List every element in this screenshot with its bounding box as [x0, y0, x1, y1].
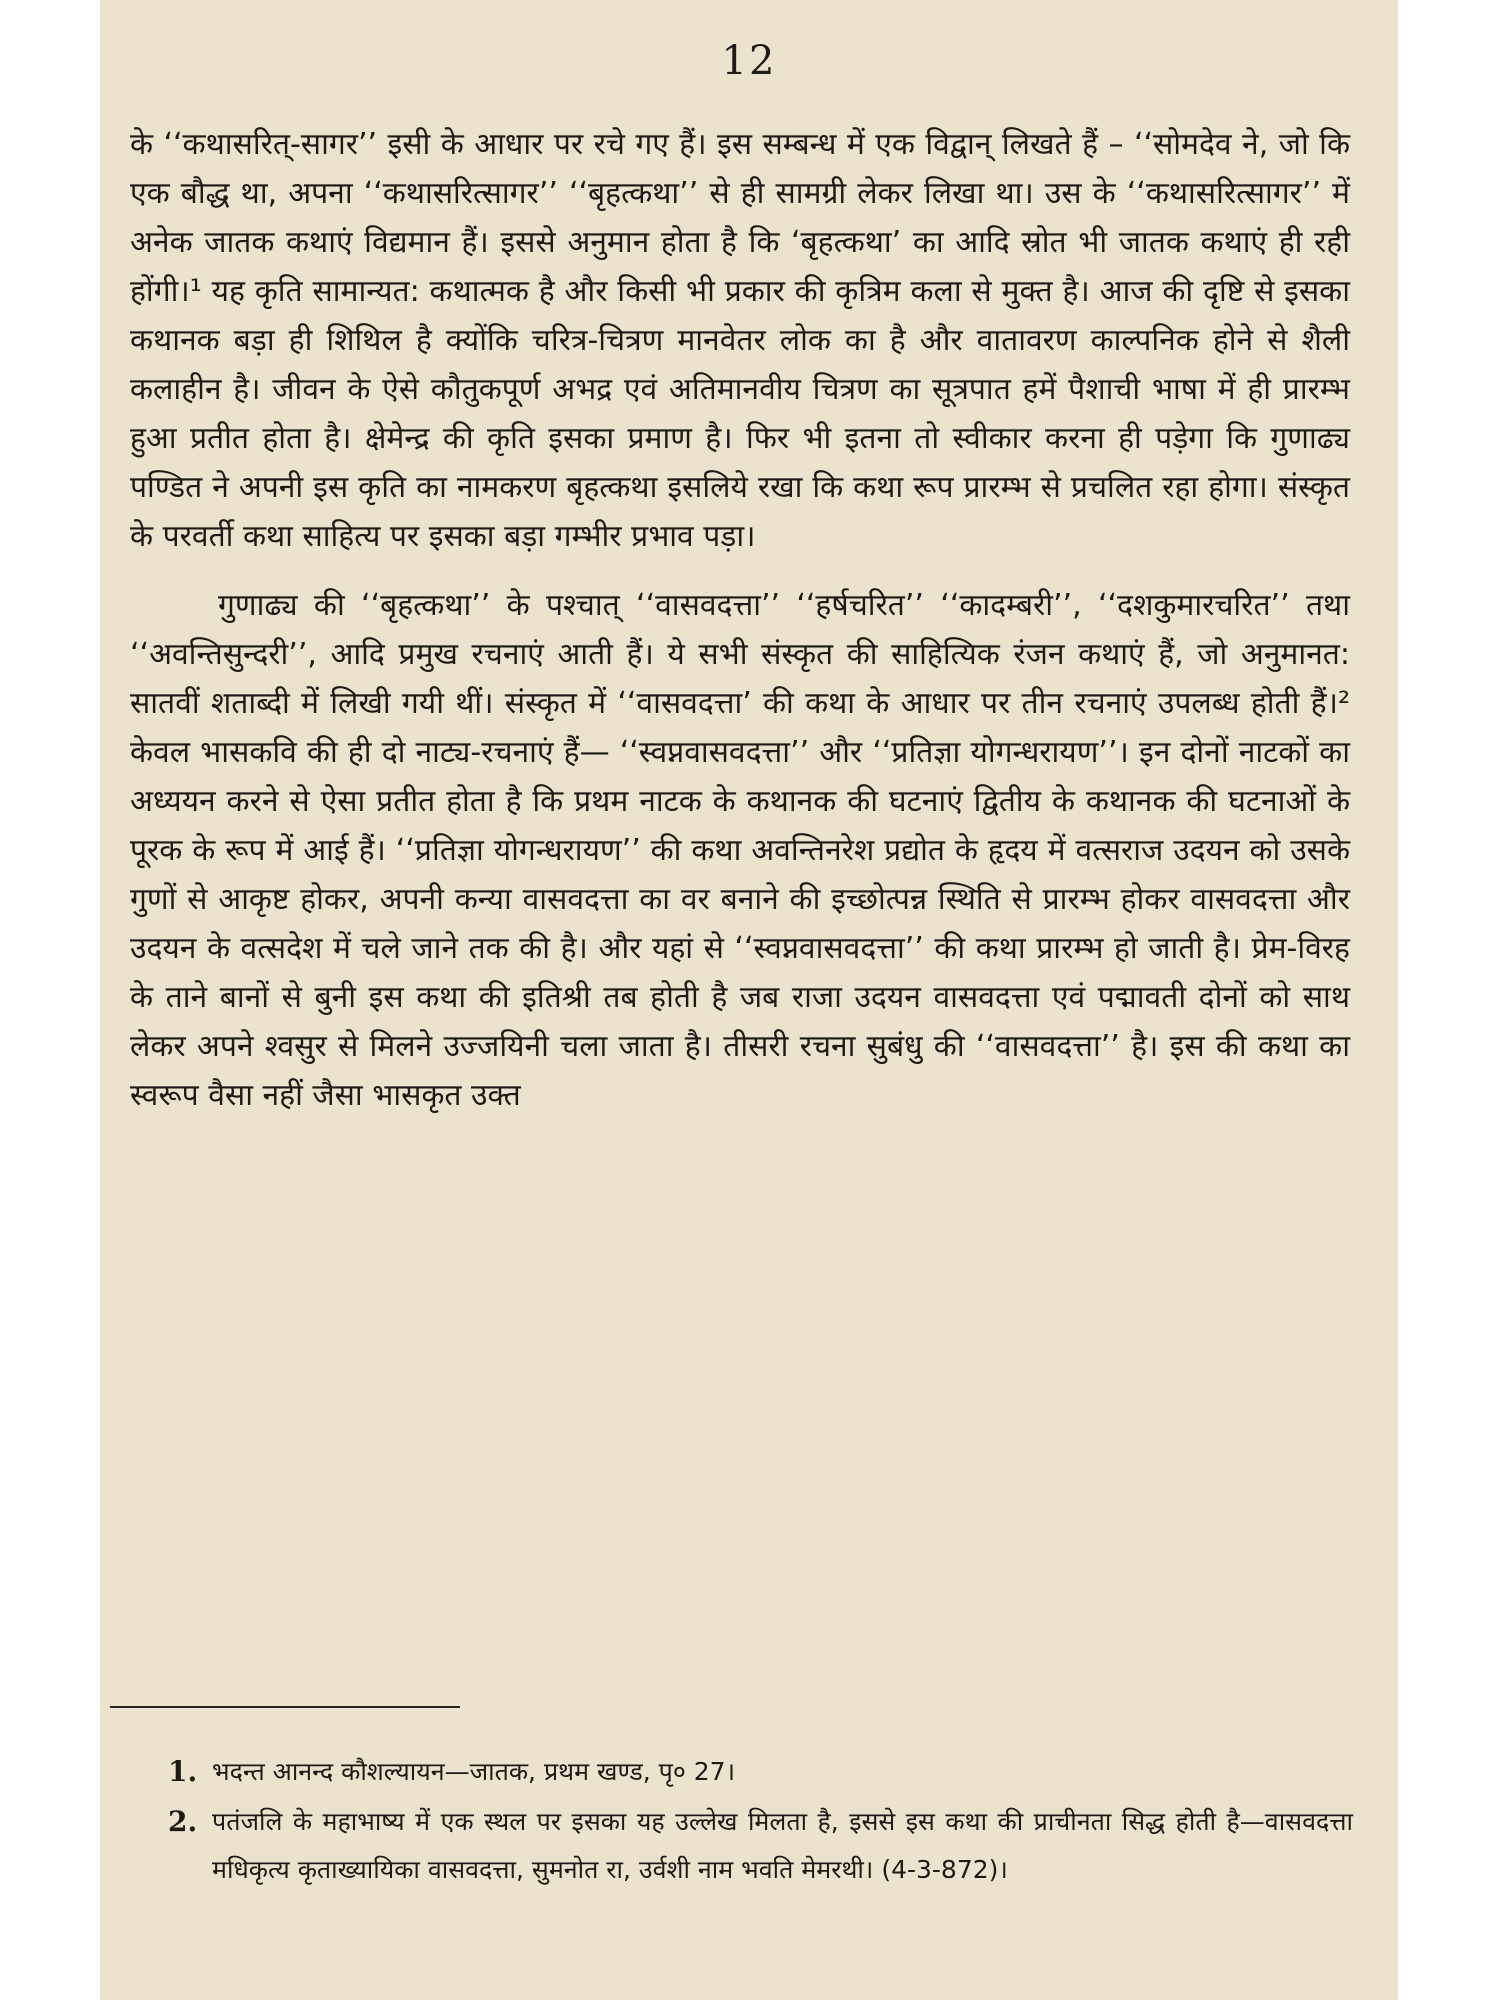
- paragraph-2: गुणाढ्य की ‘‘बृहत्कथा’’ के पश्चात् ‘‘वासवदत्ता’’ ‘‘हर्षचरित’’ ‘‘कादम्बरी’’, ‘‘दशकुमारचरित’’ तथा ‘‘अवन्तिसुन्दरी’’, आदि प्रमुख रचनाएं आती हैं। ये सभी संस्कृत की साहित्यिक रंजन कथाएं हैं, जो अनुमानत: सातवीं शताब्दी में लिखी गयी थीं। संस्कृत में ‘‘वासवदत्ता’ की कथा के आधार पर तीन रचनाएं उपलब्ध होती हैं।² केवल भासकवि की ही दो नाट्य-रचनाएं हैं— ‘‘स्वप्नवासवदत्ता’’ और ‘‘प्रतिज्ञा योगन्धरायण’’। इन दोनों नाटकों का अध्ययन करने से ऐसा प्रतीत होता है कि प्रथम नाटक के कथानक की घटनाएं द्वितीय के कथानक की घटनाओं के पूरक के रूप में आई हैं। ‘‘प्रतिज्ञा योगन्धरायण’’ की कथा अवन्तिनरेश प्रद्योत के हृदय में वत्सराज उदयन को उसके गुणों से आकृष्ट होकर, अपनी कन्या वासवदत्ता का वर बनाने की इच्छोत्पन्न स्थिति से प्रारम्भ होकर वासवदत्ता और उदयन के वत्सदेश में चले जाने तक की है। और यहां से ‘‘स्वप्नवासवदत्ता’’ की कथा प्रारम्भ हो जाती है। प्रेम-विरह के ताने बानों से बुनी इस कथा की इतिश्री तब होती है जब राजा उदयन वासवदत्ता एवं पद्मावती दोनों को साथ लेकर अपने श्वसुर से मिलने उज्जयिनी चला जाता है। तीसरी रचना सुबंधु की ‘‘वासवदत्ता’’ है। इस की कथा का स्वरूप वैसा नहीं जैसा भासकृत उक्त: [130, 588, 1350, 1113]
- footnote-1-text: भदन्त आनन्द कौशल्यायन—जातक, प्रथम खण्ड, पृ० 27।: [212, 1757, 736, 1786]
- page-number: 12: [721, 38, 777, 84]
- footnote-divider: [110, 1706, 460, 1708]
- footnote-2-number: 2.: [168, 1805, 198, 1838]
- main-text: [130, 120, 1350, 1120]
- footnote-2-text: पतंजलि के महाभाष्य में एक स्थल पर इसका यह उल्लेख मिलता है, इससे इस कथा की प्राचीनता सिद्ध होती है—वासवदत्ता मधिकृत्य कृताख्यायिका वासवदत्ता, सुमनोत रा, उर्वशी नाम भवति मेमरथी। (4-3-872)।: [212, 1807, 1353, 1884]
- footnote-1-number: 1.: [168, 1755, 198, 1788]
- footnotes: [168, 1748, 1353, 1896]
- footnote-1: [168, 1748, 1353, 1796]
- paragraph-1: के ‘‘कथासरित्-सागर’’ इसी के आधार पर रचे गए हैं। इस सम्बन्ध में एक विद्वान् लिखते हैं – ‘‘सोमदेव ने, जो कि एक बौद्ध था, अपना ‘‘कथासरित्सागर’’ ‘‘बृहत्कथा’’ से ही सामग्री लेकर लिखा था। उस के ‘‘कथासरित्सागर’’ में अनेक जातक कथाएं विद्यमान हैं। इससे अनुमान होता है कि ‘बृहत्कथा’ का आदि स्रोत भी जातक कथाएं ही रही होंगी।¹ यह कृति सामान्यत: कथात्मक है और किसी भी प्रकार की कृत्रिम कला से मुक्त है। आज की दृष्टि से इसका कथानक बड़ा ही शिथिल है क्योंकि चरित्र-चित्रण मानवेतर लोक का है और वातावरण काल्पनिक होने से शैली कलाहीन है। जीवन के ऐसे कौतुकपूर्ण अभद्र एवं अतिमानवीय चित्रण का सूत्रपात हमें पैशाची भाषा में ही प्रारम्भ हुआ प्रतीत होता है। क्षेमेन्द्र की कृति इसका प्रमाण है। फिर भी इतना तो स्वीकार करना ही पड़ेगा कि गुणाढ्य पण्डित ने अपनी इस कृति का नामकरण बृहत्कथा इसलिये रखा कि कथा रूप प्रारम्भ से प्रचलित रहा होगा। संस्कृत के परवर्ती कथा साहित्य पर इसका बड़ा गम्भीर प्रभाव पड़ा।: [130, 127, 1351, 554]
- book-page: [100, 0, 1398, 2000]
- footnote-2: [168, 1798, 1353, 1894]
